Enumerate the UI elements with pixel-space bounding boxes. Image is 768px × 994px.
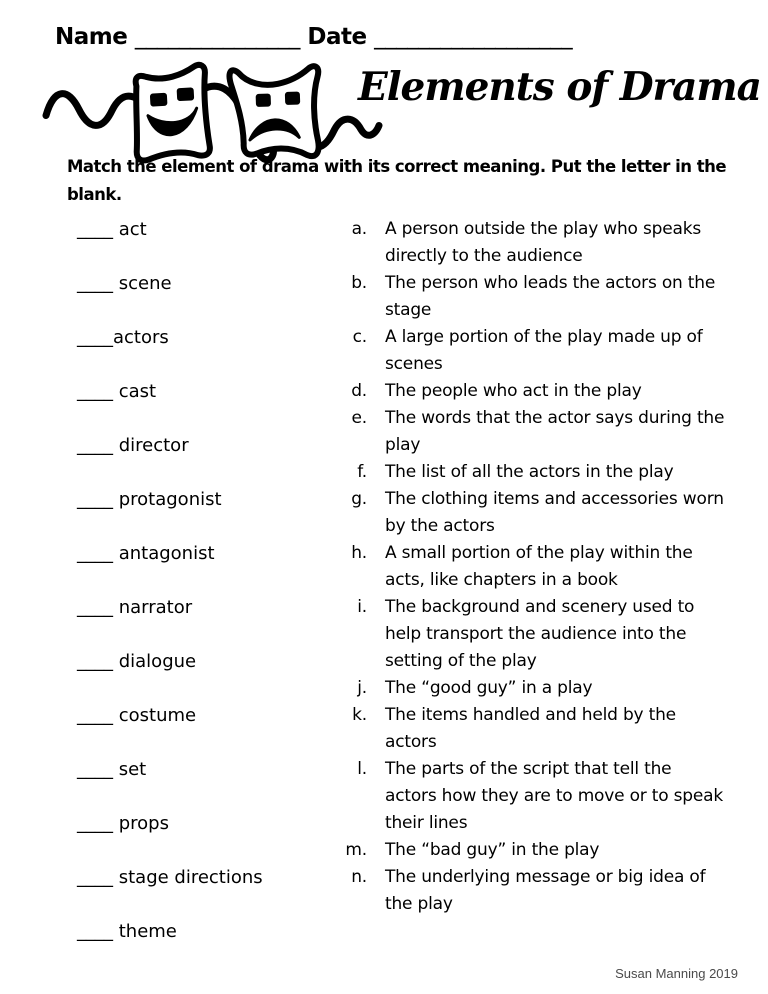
- term-row: [77, 324, 263, 378]
- term-blank[interactable]: ____: [77, 219, 113, 240]
- term-label: cast: [113, 381, 157, 402]
- instruction-line: Match the element of drama with its correct meaning. Put the letter in the: [67, 157, 727, 176]
- definition-line: play: [385, 435, 421, 455]
- term-blank[interactable]: ____: [77, 813, 113, 834]
- date-label: Date: [307, 24, 367, 50]
- definition-line: The list of all the actors in the play: [385, 462, 674, 482]
- definition-line: The words that the actor says during the: [385, 408, 725, 428]
- term-blank[interactable]: ____: [77, 327, 113, 348]
- term-row: [77, 540, 263, 594]
- name-date-line: [55, 24, 572, 50]
- definition-row: [343, 675, 724, 702]
- term-blank[interactable]: ____: [77, 489, 113, 510]
- definition-line: setting of the play: [385, 651, 537, 671]
- definition-row: [343, 864, 724, 918]
- definition-row: [343, 459, 724, 486]
- definition-line: A small portion of the play within the: [385, 543, 693, 563]
- definition-lines: [385, 486, 724, 540]
- term-row: [77, 702, 263, 756]
- term-label: antagonist: [113, 543, 215, 564]
- definition-letter: k.: [352, 705, 367, 725]
- term-row: [77, 756, 263, 810]
- definition-letter: h.: [351, 543, 367, 563]
- definition-row: [343, 837, 724, 864]
- term-row: [77, 270, 263, 324]
- definition-line: The “bad guy” in the play: [385, 840, 600, 860]
- definition-line: A person outside the play who speaks: [385, 219, 701, 239]
- definition-letter: n.: [351, 867, 367, 887]
- definition-lines: [385, 756, 723, 837]
- definition-lines: [385, 594, 694, 675]
- definition-row: [343, 324, 724, 378]
- term-blank[interactable]: ____: [77, 651, 113, 672]
- tragedy-mask-icon: [224, 60, 324, 159]
- definition-line: their lines: [385, 813, 468, 833]
- term-label: theme: [113, 921, 177, 942]
- term-row: [77, 486, 263, 540]
- term-label: props: [113, 813, 169, 834]
- definition-line: scenes: [385, 354, 443, 374]
- definition-line: help transport the audience into the: [385, 624, 687, 644]
- instructions-text: [67, 153, 727, 209]
- definition-row: [343, 378, 724, 405]
- term-label: stage directions: [113, 867, 263, 888]
- term-blank[interactable]: ____: [77, 705, 113, 726]
- definition-line: directly to the audience: [385, 246, 583, 266]
- term-label: costume: [113, 705, 197, 726]
- definition-row: [343, 486, 724, 540]
- term-label: protagonist: [113, 489, 222, 510]
- term-row: [77, 810, 263, 864]
- definition-letter: l.: [357, 759, 367, 779]
- definition-row: [343, 756, 724, 837]
- definition-letter: d.: [351, 381, 367, 401]
- drama-masks-graphic: [38, 58, 383, 166]
- definition-row: [343, 702, 724, 756]
- definition-lines: [385, 216, 701, 270]
- term-label: set: [113, 759, 147, 780]
- instruction-line: blank.: [67, 185, 122, 204]
- name-blank-field[interactable]: _______________: [134, 24, 300, 50]
- definition-lines: [385, 378, 642, 405]
- page-title: Elements of Drama: [358, 64, 761, 110]
- definition-line: by the actors: [385, 516, 495, 536]
- definition-line: The “good guy” in a play: [385, 678, 593, 698]
- definition-letter: b.: [351, 273, 367, 293]
- definition-line: A large portion of the play made up of: [385, 327, 703, 347]
- definition-row: [343, 594, 724, 675]
- definition-line: stage: [385, 300, 432, 320]
- definition-line: The people who act in the play: [385, 381, 642, 401]
- term-blank[interactable]: ____: [77, 435, 113, 456]
- definition-letter: c.: [352, 327, 367, 347]
- term-row: [77, 378, 263, 432]
- definition-lines: [385, 837, 599, 864]
- term-row: [77, 216, 263, 270]
- term-row: [77, 432, 263, 486]
- term-blank[interactable]: ____: [77, 381, 113, 402]
- definition-row: [343, 270, 724, 324]
- definition-line: The clothing items and accessories worn: [385, 489, 724, 509]
- definition-letter: a.: [351, 219, 367, 239]
- term-blank[interactable]: ____: [77, 543, 113, 564]
- term-blank[interactable]: ____: [77, 867, 113, 888]
- term-blank[interactable]: ____: [77, 759, 113, 780]
- definition-row: [343, 216, 724, 270]
- date-blank-field[interactable]: __________________: [374, 24, 573, 50]
- definition-letter: m.: [345, 840, 367, 860]
- term-blank[interactable]: ____: [77, 921, 113, 942]
- definition-line: the play: [385, 894, 453, 914]
- definition-lines: [385, 675, 592, 702]
- definition-lines: [385, 864, 705, 918]
- term-row: [77, 918, 263, 972]
- definition-line: The parts of the script that tell the: [385, 759, 672, 779]
- definition-letter: g.: [351, 489, 367, 509]
- definition-lines: [385, 702, 676, 756]
- definition-row: [343, 540, 724, 594]
- term-label: dialogue: [113, 651, 197, 672]
- definition-line: acts, like chapters in a book: [385, 570, 618, 590]
- definition-lines: [385, 324, 703, 378]
- definition-line: The underlying message or big idea of: [385, 867, 706, 887]
- term-blank[interactable]: ____: [77, 597, 113, 618]
- definition-letter: i.: [357, 597, 367, 617]
- term-row: [77, 594, 263, 648]
- definition-row: [343, 405, 724, 459]
- term-label: act: [113, 219, 147, 240]
- name-label: Name: [55, 24, 128, 50]
- definition-line: The items handled and held by the: [385, 705, 676, 725]
- definition-line: actors how they are to move or to speak: [385, 786, 724, 806]
- definition-letter: j.: [357, 678, 367, 698]
- definition-line: The background and scenery used to: [385, 597, 695, 617]
- terms-column: [77, 216, 263, 972]
- definition-lines: [385, 405, 724, 459]
- definition-line: The person who leads the actors on the: [385, 273, 716, 293]
- definitions-column: [343, 216, 724, 918]
- definition-lines: [385, 459, 673, 486]
- term-row: [77, 648, 263, 702]
- footer-credit: Susan Manning 2019: [615, 966, 738, 981]
- term-label: director: [113, 435, 189, 456]
- definition-letter: f.: [357, 462, 367, 482]
- comedy-mask-icon: [132, 65, 210, 161]
- term-blank[interactable]: ____: [77, 273, 113, 294]
- term-row: [77, 864, 263, 918]
- definition-lines: [385, 540, 693, 594]
- definition-letter: e.: [351, 408, 367, 428]
- definition-lines: [385, 270, 715, 324]
- term-label: narrator: [113, 597, 193, 618]
- term-label: actors: [113, 327, 169, 348]
- definition-line: actors: [385, 732, 437, 752]
- term-label: scene: [113, 273, 172, 294]
